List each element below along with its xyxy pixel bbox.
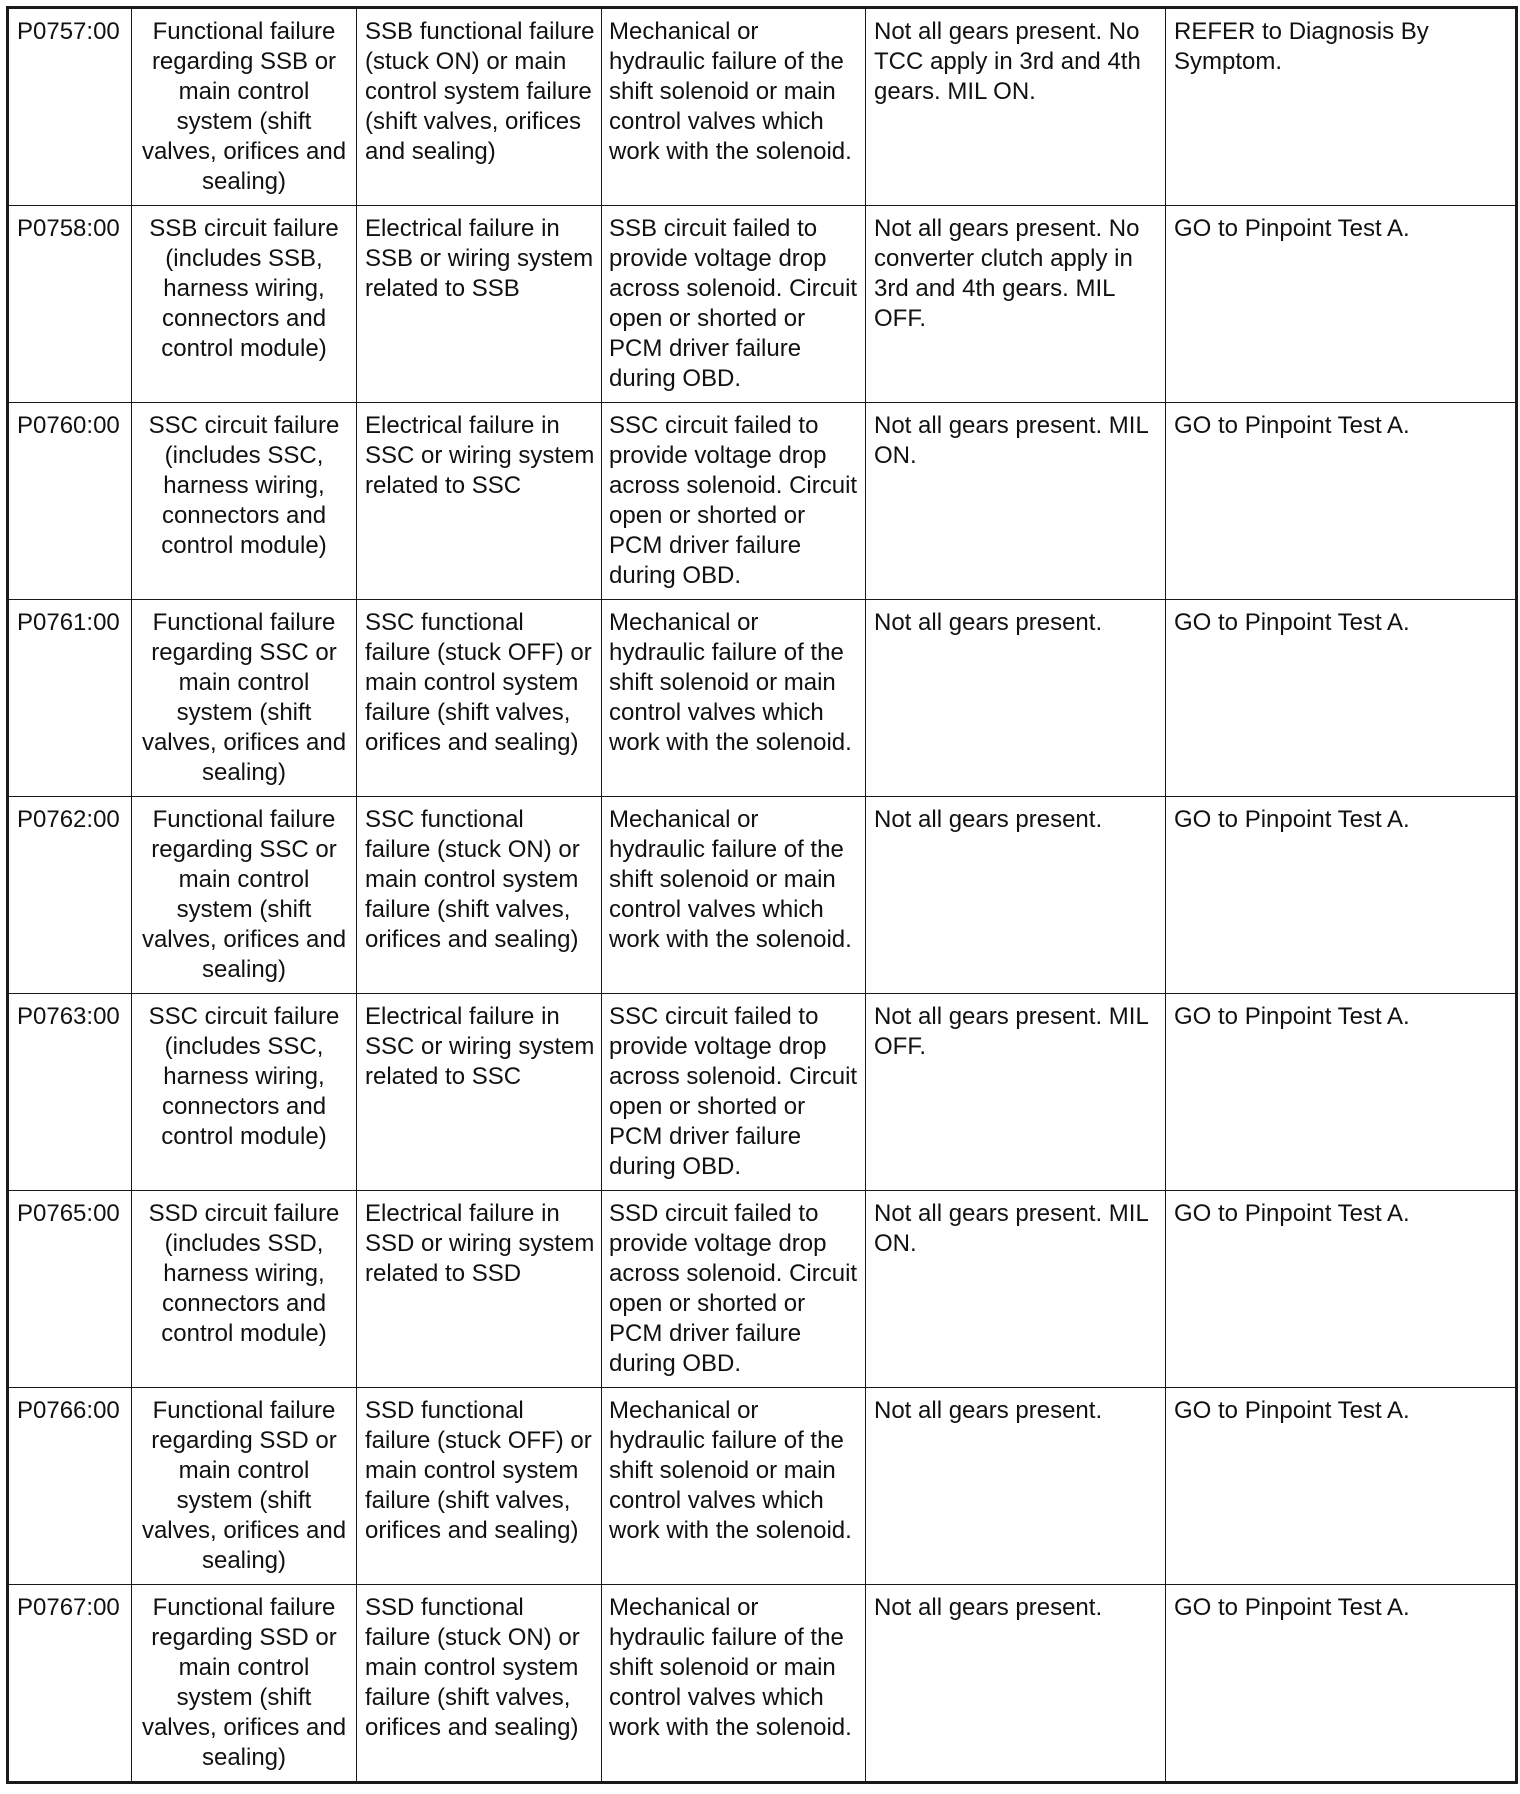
- symptom-cell: Not all gears present. No TCC apply in 3rd and 4th gears. MIL ON.: [866, 8, 1166, 206]
- table-row: [8, 797, 1517, 994]
- cause-cell: SSD circuit failed to provide voltage drop across solenoid. Circuit open or shorted or PCM driver failure during OBD.: [602, 1191, 866, 1388]
- symptom-cell: Not all gears present. MIL OFF.: [866, 994, 1166, 1191]
- condition-cell: SSD circuit failure (includes SSD, harness wiring, connectors and control module): [132, 1191, 357, 1388]
- table-row: [8, 206, 1517, 403]
- description-cell: SSC functional failure (stuck ON) or main control system failure (shift valves, orifices and sealing): [357, 797, 602, 994]
- table-row: [8, 1585, 1517, 1783]
- condition-cell: Functional failure regarding SSD or main control system (shift valves, orifices and sealing): [132, 1388, 357, 1585]
- cause-cell: Mechanical or hydraulic failure of the shift solenoid or main control valves which work with the solenoid.: [602, 797, 866, 994]
- description-cell: Electrical failure in SSB or wiring system related to SSB: [357, 206, 602, 403]
- condition-cell: SSC circuit failure (includes SSC, harness wiring, connectors and control module): [132, 403, 357, 600]
- cause-cell: Mechanical or hydraulic failure of the shift solenoid or main control valves which work with the solenoid.: [602, 600, 866, 797]
- dtc-code-cell: P0765:00: [8, 1191, 132, 1388]
- condition-cell: SSB circuit failure (includes SSB, harness wiring, connectors and control module): [132, 206, 357, 403]
- description-cell: Electrical failure in SSC or wiring system related to SSC: [357, 403, 602, 600]
- condition-cell: Functional failure regarding SSB or main control system (shift valves, orifices and sealing): [132, 8, 357, 206]
- table-row: [8, 600, 1517, 797]
- action-cell: GO to Pinpoint Test A.: [1166, 1191, 1517, 1388]
- symptom-cell: Not all gears present.: [866, 1388, 1166, 1585]
- dtc-code-cell: P0766:00: [8, 1388, 132, 1585]
- dtc-code-cell: P0758:00: [8, 206, 132, 403]
- dtc-code-cell: P0762:00: [8, 797, 132, 994]
- dtc-code-cell: P0763:00: [8, 994, 132, 1191]
- action-cell: GO to Pinpoint Test A.: [1166, 1585, 1517, 1783]
- description-cell: SSC functional failure (stuck OFF) or main control system failure (shift valves, orifices and sealing): [357, 600, 602, 797]
- table-row: [8, 8, 1517, 206]
- table-row: [8, 1191, 1517, 1388]
- cause-cell: Mechanical or hydraulic failure of the shift solenoid or main control valves which work with the solenoid.: [602, 8, 866, 206]
- condition-cell: Functional failure regarding SSC or main control system (shift valves, orifices and sealing): [132, 797, 357, 994]
- action-cell: GO to Pinpoint Test A.: [1166, 600, 1517, 797]
- symptom-cell: Not all gears present.: [866, 1585, 1166, 1783]
- table-row: [8, 403, 1517, 600]
- cause-cell: Mechanical or hydraulic failure of the shift solenoid or main control valves which work with the solenoid.: [602, 1585, 866, 1783]
- table-row: [8, 994, 1517, 1191]
- dtc-code-cell: P0760:00: [8, 403, 132, 600]
- dtc-code-cell: P0757:00: [8, 8, 132, 206]
- symptom-cell: Not all gears present. MIL ON.: [866, 1191, 1166, 1388]
- cause-cell: SSB circuit failed to provide voltage drop across solenoid. Circuit open or shorted or PCM driver failure during OBD.: [602, 206, 866, 403]
- cause-cell: Mechanical or hydraulic failure of the shift solenoid or main control valves which work with the solenoid.: [602, 1388, 866, 1585]
- condition-cell: Functional failure regarding SSD or main control system (shift valves, orifices and sealing): [132, 1585, 357, 1783]
- description-cell: SSD functional failure (stuck OFF) or main control system failure (shift valves, orifices and sealing): [357, 1388, 602, 1585]
- description-cell: Electrical failure in SSD or wiring system related to SSD: [357, 1191, 602, 1388]
- cause-cell: SSC circuit failed to provide voltage drop across solenoid. Circuit open or shorted or PCM driver failure during OBD.: [602, 994, 866, 1191]
- table-row: [8, 1388, 1517, 1585]
- action-cell: GO to Pinpoint Test A.: [1166, 206, 1517, 403]
- symptom-cell: Not all gears present. No converter clutch apply in 3rd and 4th gears. MIL OFF.: [866, 206, 1166, 403]
- description-cell: Electrical failure in SSC or wiring system related to SSC: [357, 994, 602, 1191]
- dtc-table: [6, 6, 1518, 1784]
- symptom-cell: Not all gears present.: [866, 797, 1166, 994]
- action-cell: REFER to Diagnosis By Symptom.: [1166, 8, 1517, 206]
- dtc-code-cell: P0761:00: [8, 600, 132, 797]
- description-cell: SSB functional failure (stuck ON) or main control system failure (shift valves, orifices and sealing): [357, 8, 602, 206]
- description-cell: SSD functional failure (stuck ON) or main control system failure (shift valves, orifices and sealing): [357, 1585, 602, 1783]
- action-cell: GO to Pinpoint Test A.: [1166, 994, 1517, 1191]
- condition-cell: SSC circuit failure (includes SSC, harness wiring, connectors and control module): [132, 994, 357, 1191]
- condition-cell: Functional failure regarding SSC or main control system (shift valves, orifices and sealing): [132, 600, 357, 797]
- action-cell: GO to Pinpoint Test A.: [1166, 797, 1517, 994]
- cause-cell: SSC circuit failed to provide voltage drop across solenoid. Circuit open or shorted or PCM driver failure during OBD.: [602, 403, 866, 600]
- action-cell: GO to Pinpoint Test A.: [1166, 1388, 1517, 1585]
- dtc-code-cell: P0767:00: [8, 1585, 132, 1783]
- symptom-cell: Not all gears present. MIL ON.: [866, 403, 1166, 600]
- symptom-cell: Not all gears present.: [866, 600, 1166, 797]
- action-cell: GO to Pinpoint Test A.: [1166, 403, 1517, 600]
